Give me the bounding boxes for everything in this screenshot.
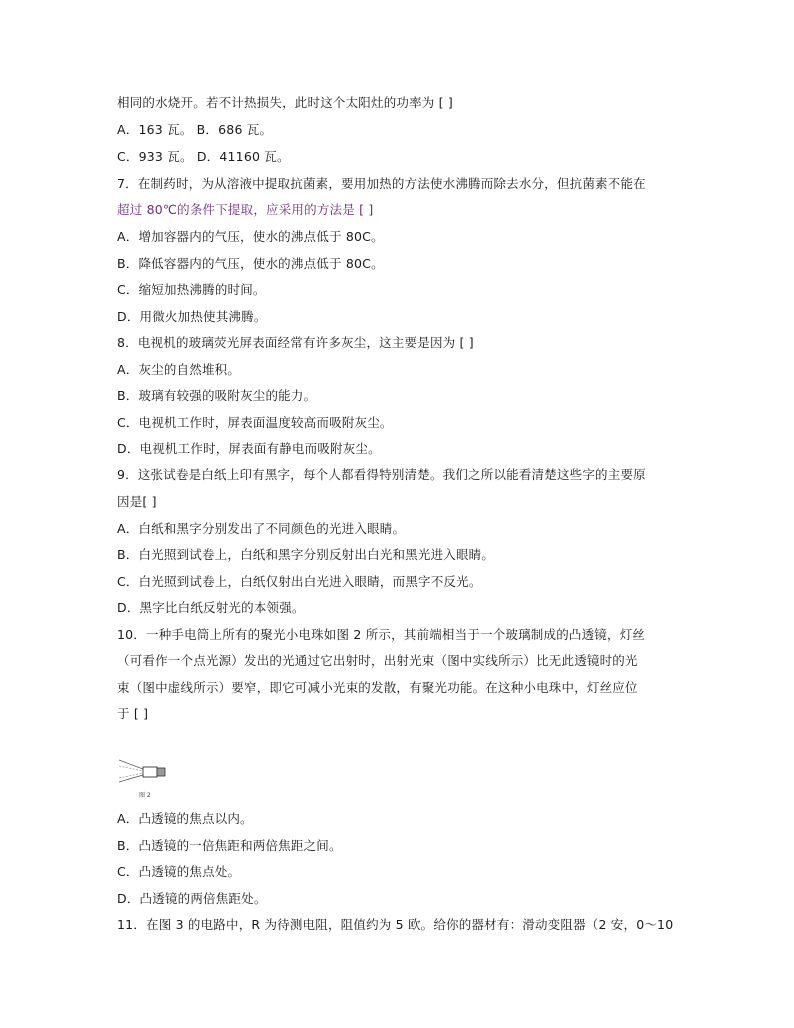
q7-option-b: B．降低容器内的气压，使水的沸点低于 80C。 bbox=[117, 256, 384, 271]
ray-bottom bbox=[119, 775, 143, 782]
q10-option-b: B．凸透镜的一倍焦距和两倍焦距之间。 bbox=[117, 838, 342, 853]
q9-option-b: B．白光照到试卷上，白纸和黑字分别反射出白光和黑光进入眼睛。 bbox=[117, 547, 495, 562]
figure-caption: 图 2 bbox=[139, 792, 151, 799]
ray-top bbox=[119, 760, 143, 769]
dashed-ray-bottom bbox=[119, 773, 143, 778]
q10-option-a: A．凸透镜的焦点以内。 bbox=[117, 811, 253, 826]
q8-option-b: B．玻璃有较强的吸附灰尘的能力。 bbox=[117, 388, 317, 403]
q10-stem-line3: 束（图中虚线所示）要窄，即它可减小光束的发散，有聚光功能。在这种小电珠中，灯丝应位 bbox=[117, 680, 638, 695]
q10-stem-line1: 10．一种手电筒上所有的聚光小电珠如图 2 所示，其前端相当于一个玻璃制成的凸透镜，灯丝 bbox=[117, 627, 646, 642]
dashed-ray-top bbox=[119, 766, 143, 771]
q9-option-a: A．白纸和黑字分别发出了不同颜色的光进入眼睛。 bbox=[117, 521, 406, 536]
q11-stem-line1: 11．在图 3 的电路中，R 为待测电阻，阻值约为 5 欧。给你的器材有：滑动变阻器（2 安，0～10 bbox=[117, 917, 674, 932]
q10-stem-line4: 于 [ ] bbox=[117, 706, 149, 721]
q8-option-d: D．电视机工作时，屏表面有静电而吸附灰尘。 bbox=[117, 441, 381, 456]
q10-option-c: C．凸透镜的焦点处。 bbox=[117, 864, 241, 879]
q9-stem-line2: 因是[ ] bbox=[117, 494, 157, 509]
q9-option-d: D．黑字比白纸反射光的本领强。 bbox=[117, 600, 305, 615]
q8-option-a: A．灰尘的自然堆积。 bbox=[117, 362, 241, 377]
q8-stem: 8．电视机的玻璃荧光屏表面经常有许多灰尘，这主要是因为 [ ] bbox=[117, 335, 474, 350]
q7-stem-line1: 7．在制药时，为从溶液中提取抗菌素，要用加热的方法使水沸腾而除去水分，但抗菌素不能在 bbox=[117, 176, 646, 191]
q9-stem-line1: 9．这张试卷是白纸上印有黑字，每个人都看得特别清楚。我们之所以能看清楚这些字的主要原 bbox=[117, 467, 646, 482]
q10-stem-line2: （可看作一个点光源）发出的光通过它出射时，出射光束（图中实线所示）比无此透镜时的光 bbox=[117, 653, 638, 668]
q10-option-d: D．凸透镜的两倍焦距处。 bbox=[117, 891, 267, 906]
q7-stem-line2: 超过 80℃的条件下提取，应采用的方法是 [ ] bbox=[117, 202, 374, 217]
bulb-body bbox=[143, 767, 157, 777]
q9-option-c: C．白光照到试卷上，白纸仅射出白光进入眼睛，而黑字不反光。 bbox=[117, 574, 482, 589]
bulb-base bbox=[157, 768, 165, 776]
q7-option-a: A．增加容器内的气压，使水的沸点低于 80C。 bbox=[117, 229, 384, 244]
figure-2-flashlight-bulb bbox=[117, 752, 177, 802]
q7-option-d: D．用微火加热使其沸腾。 bbox=[117, 309, 267, 324]
q6-options-cd: C．933 瓦。 D．41160 瓦。 bbox=[117, 149, 290, 164]
q7-option-c: C．缩短加热沸腾的时间。 bbox=[117, 282, 266, 297]
flashlight-bulb-diagram bbox=[117, 752, 177, 802]
q6-options-ab: A．163 瓦。 B．686 瓦。 bbox=[117, 122, 273, 137]
q8-option-c: C．电视机工作时，屏表面温度较高而吸附灰尘。 bbox=[117, 415, 393, 430]
q6-continuation: 相同的水烧开。若不计热损失，此时这个太阳灶的功率为 [ ] bbox=[117, 95, 454, 110]
